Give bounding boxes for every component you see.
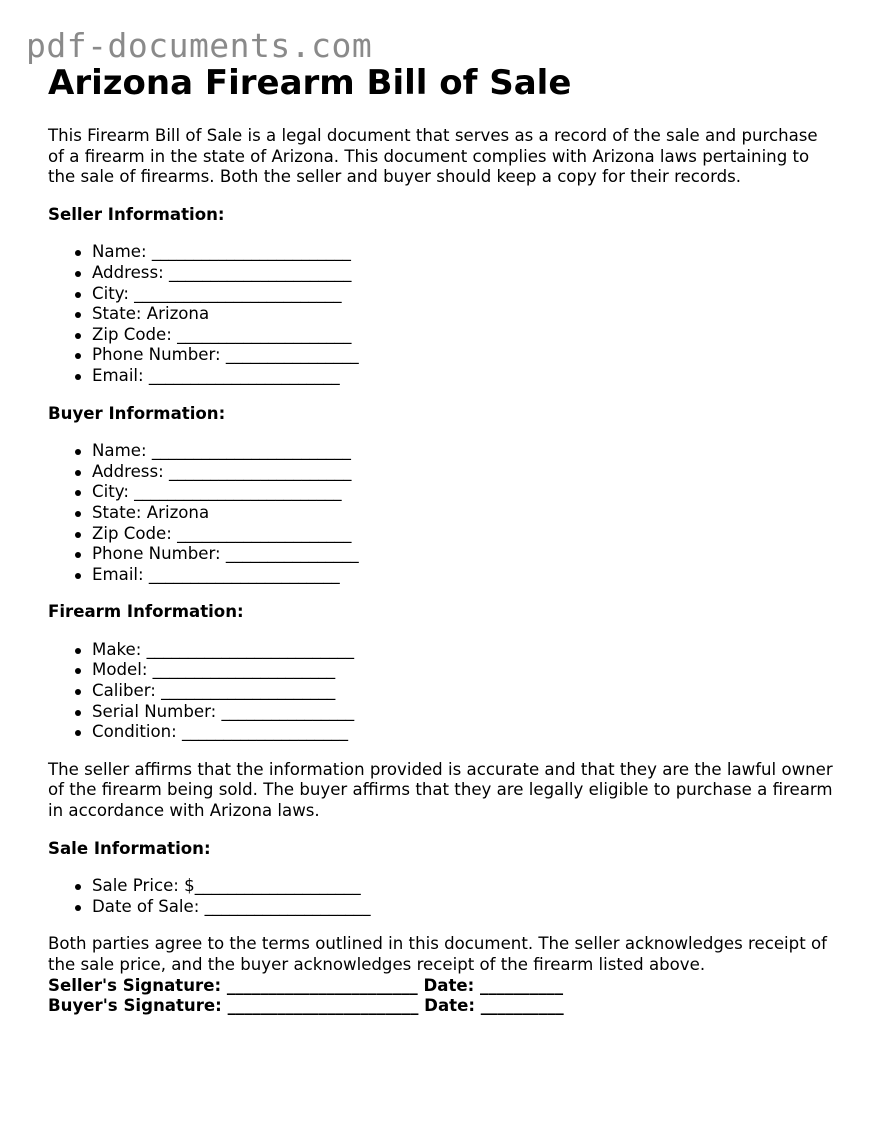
buyer-info-list [48, 441, 838, 585]
sale-info-list [48, 876, 838, 917]
buyer-zip-field: Zip Code: _____________________ [92, 524, 838, 545]
seller-address-field: Address: ______________________ [92, 263, 838, 284]
document-title: Arizona Firearm Bill of Sale [48, 63, 572, 103]
seller-info-list [48, 242, 838, 386]
sale-date-field: Date of Sale: ____________________ [92, 897, 838, 918]
seller-city-field: City: _________________________ [92, 284, 838, 305]
intro-paragraph: This Firearm Bill of Sale is a legal document that serves as a record of the sale and purchase of a firearm in the state of Arizona. This document complies with Arizona laws pertaining to the sale of firearms. Both the seller and buyer should keep a copy for their records. [48, 126, 818, 187]
seller-heading: Seller Information: [48, 204, 225, 224]
buyer-city-field: City: _________________________ [92, 482, 838, 503]
firearm-info-list [48, 640, 838, 743]
buyer-name-field: Name: ________________________ [92, 441, 838, 462]
seller-email-field: Email: _______________________ [92, 366, 838, 387]
seller-name-field: Name: ________________________ [92, 242, 838, 263]
seller-zip-field: Zip Code: _____________________ [92, 325, 838, 346]
buyer-address-field: Address: ______________________ [92, 462, 838, 483]
seller-phone-field: Phone Number: ________________ [92, 345, 838, 366]
buyer-state-field: State: Arizona [92, 503, 838, 524]
buyer-signature-line: Buyer's Signature: _______________________ Date: __________ [48, 996, 564, 1016]
firearm-model-field: Model: ______________________ [92, 660, 838, 681]
seller-state-field: State: Arizona [92, 304, 838, 325]
buyer-phone-field: Phone Number: ________________ [92, 544, 838, 565]
firearm-make-field: Make: _________________________ [92, 640, 838, 661]
affirmation-paragraph: The seller affirms that the information provided is accurate and that they are the lawful owner of the firearm being sold. The buyer affirms that they are legally eligible to purchase a firearm in accordance with Arizona laws. [48, 759, 833, 821]
sale-price-field: Sale Price: $____________________ [92, 876, 838, 897]
firearm-heading: Firearm Information: [48, 602, 244, 622]
agreement-paragraph: Both parties agree to the terms outlined in this document. The seller acknowledges receipt of the sale price, and the buyer acknowledges receipt of the firearm listed above. [48, 934, 827, 974]
document-page [48, 62, 838, 1017]
buyer-heading: Buyer Information: [48, 403, 226, 423]
firearm-condition-field: Condition: ____________________ [92, 722, 838, 743]
buyer-email-field: Email: _______________________ [92, 565, 838, 586]
firearm-caliber-field: Caliber: _____________________ [92, 681, 838, 702]
sale-heading: Sale Information: [48, 838, 211, 858]
firearm-serial-field: Serial Number: ________________ [92, 702, 838, 723]
watermark-logo: pdf-documents.com [26, 26, 373, 65]
seller-signature-line: Seller's Signature: _______________________ Date: __________ [48, 975, 564, 995]
